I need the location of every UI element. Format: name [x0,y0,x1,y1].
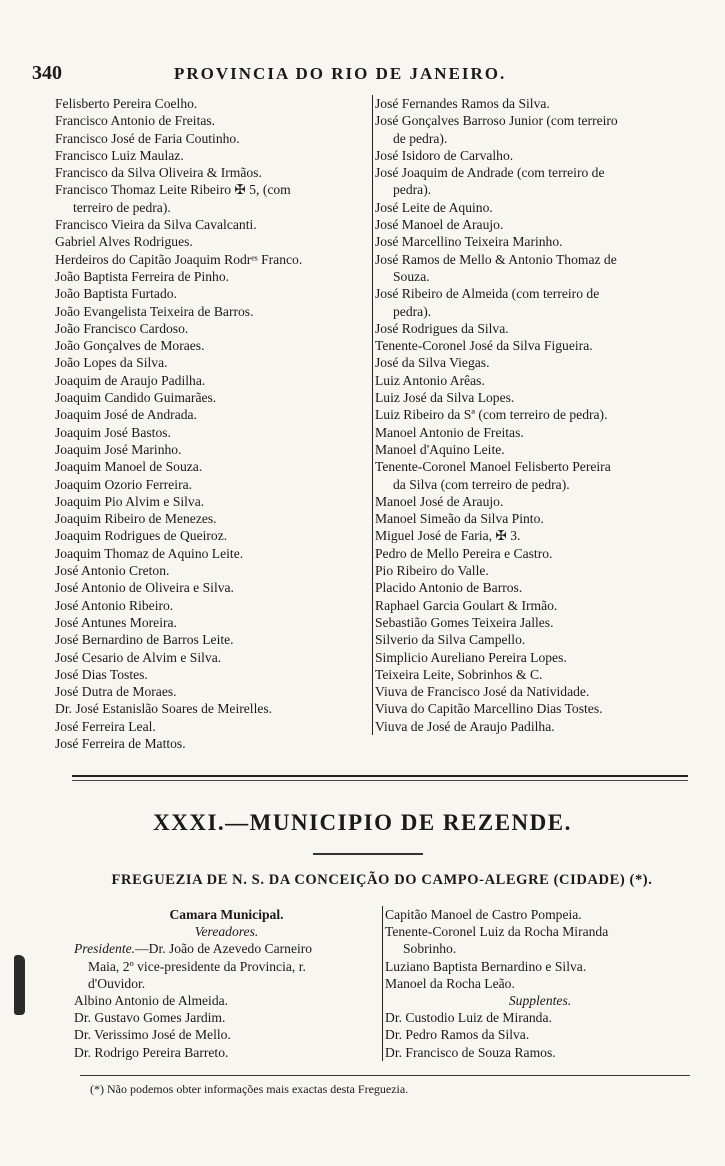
list-item: João Lopes da Silva. [55,355,168,371]
section-divider-thin [72,780,688,781]
list-item: José Ramos de Mello & Antonio Thomaz de [375,251,617,267]
running-title: PROVINCIA DO RIO DE JANEIRO. [174,64,507,83]
list-item: Joaquim Candido Guimarães. [55,390,217,406]
list-item: pedra). [393,182,432,198]
list-item: Souza. [393,268,430,284]
list-item: Francisco Luiz Maulaz. [55,147,184,163]
list-item: Francisco Vieira da Silva Cavalcanti. [55,217,257,233]
presidente-detail-end: d'Ouvidor. [88,975,146,991]
list-item: Tenente-Coronel Luiz da Rocha Miranda [385,924,609,940]
list-item: José Fernandes Ramos da Silva. [375,96,550,111]
list-item: Gabriel Alves Rodrigues. [55,234,193,250]
page-number: 340 [32,62,62,84]
list-item: Sebastião Gomes Teixeira Jalles. [375,614,554,630]
list-item: João Baptista Ferreira de Pinho. [55,268,230,284]
list-item: da Silva (com terreiro de pedra). [393,476,570,492]
parish-heading: FREGUEZIA DE N. S. DA CONCEIÇÃO DO CAMPO-ALEGRE (CIDADE) (*). [111,872,653,888]
list-item: José Manoel de Araujo. [375,217,504,233]
list-item: terreiro de pedra). [73,199,171,215]
list-item: José Ribeiro de Almeida (com terreiro de [375,286,600,302]
list-item: Francisco Thomaz Leite Ribeiro ✠ 5, (com [55,182,291,198]
list-item: Tenente-Coronel Manoel Felisberto Pereira [375,459,611,475]
list-item: Luiz José da Silva Lopes. [375,390,515,406]
list-item: Luiz Antonio Arêas. [375,372,485,388]
list-item: Miguel José de Faria, ✠ 3. [375,528,521,544]
list-item: José da Silva Viegas. [375,355,490,371]
list-item: Dr. Gustavo Gomes Jardim. [74,1010,226,1026]
list-item: Francisco José de Faria Coutinho. [55,130,240,146]
list-item: Joaquim José Marinho. [55,441,182,457]
list-item: Joaquim de Araujo Padilha. [55,372,206,388]
supplentes-list [385,1009,695,1061]
list-item: José Marcellino Teixeira Marinho. [375,234,563,250]
list-item: Dr. Custodio Luiz de Miranda. [385,1010,552,1026]
right-member-list [385,906,695,992]
list-item: Felisberto Pereira Coelho. [55,96,198,111]
list-item: José Leite de Aquino. [375,199,493,215]
list-item: Viuva de José de Araujo Padilha. [375,718,555,734]
list-item: Manoel da Rocha Leão. [385,975,515,991]
page-header [32,62,682,88]
list-item: João Evangelista Teixeira de Barros. [55,303,254,319]
supplentes-label: Supplentes. [508,993,572,1009]
section-divider [72,775,688,777]
list-item: Joaquim Ozorio Ferreira. [55,476,193,492]
list-item: José Rodrigues da Silva. [375,320,509,336]
footnote-rule [80,1075,690,1076]
list-item: pedra). [393,303,432,319]
presidente-label: Presidente. [74,941,136,957]
list-item: João Francisco Cardoso. [55,320,189,336]
list-item: de pedra). [393,130,448,146]
list-item: José Gonçalves Barroso Junior (com terreiro [375,113,618,129]
title-underline [313,853,423,855]
list-item: Joaquim José de Andrada. [55,407,197,423]
list-item: Tenente-Coronel José da Silva Figueira. [375,338,593,354]
list-item: Francisco Antonio de Freitas. [55,113,216,129]
list-item: Dr. José Estanislão Soares de Meirelles. [55,701,273,717]
list-item: José Dutra de Moraes. [55,684,177,700]
list-item: Herdeiros do Capitão Joaquim Rodrᵉˢ Franco. [55,251,303,267]
list-item: Silverio da Silva Campello. [375,632,526,648]
right-name-column [372,95,690,735]
list-item: Dr. Rodrigo Pereira Barreto. [74,1044,229,1060]
list-item: Pedro de Mello Pereira e Castro. [375,545,553,561]
list-item: José Ferreira de Mattos. [55,735,186,751]
list-item: Placido Antonio de Barros. [375,580,523,596]
list-item: Teixeira Leite, Sobrinhos & C. [375,666,543,682]
list-item: Manoel d'Aquino Leite. [375,441,505,457]
list-item: Joaquim Rodrigues de Queiroz. [55,528,228,544]
list-item: Raphael Garcia Goulart & Irmão. [375,597,558,613]
list-item: José Bernardino de Barros Leite. [55,632,234,648]
list-item: Joaquim Manoel de Souza. [55,459,203,475]
camara-heading: Camara Municipal. [169,907,284,922]
margin-ink-mark [14,955,25,1015]
list-item: José Joaquim de Andrade (com terreiro de [375,165,605,181]
list-item: José Antonio Creton. [55,563,170,579]
list-item: João Gonçalves de Moraes. [55,338,205,354]
list-item: Sobrinho. [403,941,457,957]
list-item: Simplicio Aureliano Pereira Lopes. [375,649,567,665]
list-item: José Antonio de Oliveira e Silva. [55,580,234,596]
list-item: José Antonio Ribeiro. [55,597,174,613]
list-item: Manoel José de Araujo. [375,493,504,509]
list-item: Albino Antonio de Almeida. [74,993,229,1009]
list-item: Francisco da Silva Oliveira & Irmãos. [55,165,262,181]
list-item: José Cesario de Alvim e Silva. [55,649,222,665]
footnote: (*) Não podemos obter informações mais exactas desta Freguezia. [90,1082,409,1096]
list-item: Pio Ribeiro do Valle. [375,563,489,579]
list-item: João Baptista Furtado. [55,286,177,302]
list-item: José Ferreira Leal. [55,718,156,734]
list-item: Viuva do Capitão Marcellino Dias Tostes. [375,701,603,717]
list-item: Capitão Manoel de Castro Pompeia. [385,907,582,922]
left-member-list [74,992,379,1061]
presidente-name: —Dr. João de Azevedo Carneiro [135,941,313,957]
list-item: Luiz Ribeiro da Sª (com terreiro de pedra). [375,407,608,423]
list-item: Dr. Pedro Ramos da Silva. [385,1027,530,1043]
camara-left-column [74,906,379,1061]
list-item: Joaquim Pio Alvim e Silva. [55,493,205,509]
presidente-detail: Maia, 2º vice-presidente da Provincia, r. [88,958,306,974]
list-item: José Dias Tostes. [55,666,148,682]
list-item: Dr. Francisco de Souza Ramos. [385,1044,556,1060]
list-item: Joaquim Ribeiro de Menezes. [55,511,217,527]
left-name-column [55,95,367,752]
list-item: Manoel Antonio de Freitas. [375,424,524,440]
camara-right-column [382,906,695,1061]
list-item: Viuva de Francisco José da Natividade. [375,684,590,700]
vereadores-label: Vereadores. [194,924,259,940]
list-item: Luziano Baptista Bernardino e Silva. [385,958,587,974]
list-item: Dr. Verissimo José de Mello. [74,1027,231,1043]
list-item: José Isidoro de Carvalho. [375,147,514,163]
presidente-entry [74,940,379,957]
list-item: Joaquim José Bastos. [55,424,171,440]
list-item: Joaquim Thomaz de Aquino Leite. [55,545,244,561]
list-item: José Antunes Moreira. [55,614,177,630]
section-title: XXXI.—MUNICIPIO DE REZENDE. [153,810,572,835]
list-item: Manoel Simeão da Silva Pinto. [375,511,544,527]
